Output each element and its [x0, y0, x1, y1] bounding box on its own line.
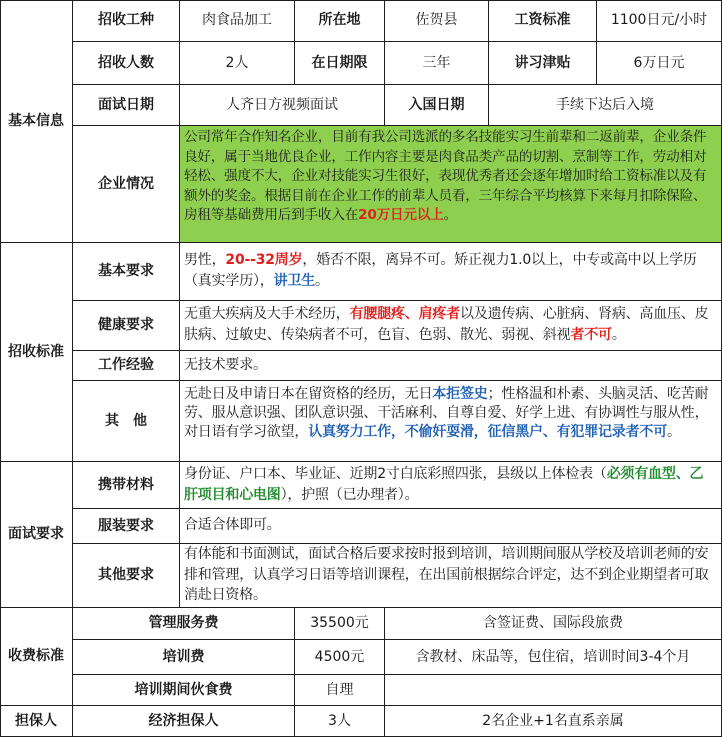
health-req-part: 以及遗传病、心脏病、肾病、高血压、皮肤病、过敏史、传染病者不可，色盲、色弱、散光、弱视、斜视 [184, 306, 709, 343]
work-attitude-highlight: 认真努力工作，不偷奸耍滑，征信黑户、有犯罪记录者不可 [308, 424, 668, 440]
company-income-highlight: 20万日元以上 [358, 207, 444, 223]
interview-date-value: 人齐日方视频面试 [180, 85, 385, 126]
basic-requirements-text [180, 243, 722, 301]
section-guarantor: 担保人 [0, 706, 73, 737]
job-type-label: 招收工种 [73, 0, 180, 42]
recruit-count-value: 2人 [180, 42, 295, 85]
section-basic-info: 基本信息 [0, 0, 73, 243]
other-req-part: ；性格温和朴素、头脑灵活、吃苦耐劳、服从意识强、团队意识强、干活麻利、自尊自爱、好学上进、有协调性与服从性，对日语有学习欲望， [184, 386, 709, 440]
meal-fee-note [385, 675, 722, 706]
job-type-value: 肉食品加工 [180, 0, 295, 42]
materials-label: 携带材料 [73, 462, 180, 509]
health-requirements-label: 健康要求 [73, 301, 180, 351]
management-fee-value: 35500元 [295, 608, 385, 640]
basic-req-part: 男性， [184, 252, 226, 268]
recruit-count-label: 招收人数 [73, 42, 180, 85]
location-value: 佐贺县 [385, 0, 489, 42]
section-interview-requirements: 面试要求 [0, 462, 73, 608]
section-fees: 收费标准 [0, 608, 73, 706]
term-value: 三年 [385, 42, 489, 85]
health-exclusion-highlight: 有腰腿疼、肩疼者 [349, 306, 461, 322]
medical-items-highlight: 必须有血型、乙肝项目和心电图 [184, 466, 704, 503]
interview-other-label: 其他要求 [73, 544, 180, 608]
visa-refusal-highlight: 本拒签史 [432, 386, 488, 402]
age-range: 20--32周岁 [225, 252, 303, 268]
dress-label: 服装要求 [73, 509, 180, 544]
basic-requirements-label: 基本要求 [73, 243, 180, 301]
management-fee-note: 含签证费、国际段旅费 [385, 608, 722, 640]
other-req-end: 。 [667, 424, 681, 440]
management-fee-label: 管理服务费 [73, 608, 295, 640]
company-text: 公司常年合作知名企业，目前有我公司选派的多名技能实习生前辈和二返前辈，企业条件良好，属于当地优良企业，工作内容主要是肉食品类产品的切割、烹制等工作，劳动相对轻松、强度不大，企业对技能实习生很好，表现优秀者还会逐年增加时给工资标准以及有额外的奖金。根据目前在企业工作的前辈人员看，三年综合平均核算下来每月扣除保险、房租等基础费用后到手收入在 [184, 129, 707, 223]
interview-other-value: 有体能和书面测试，面试合格后要求按时报到培训，培训期间服从学校及培训老师的安排和管理，认真学习日语等培训课程，在出国前根据综合评定，达不到企业期望者可取消赴日资格。 [180, 544, 722, 608]
health-not-allowed: 者不可 [570, 327, 612, 343]
basic-req-part: ，婚否不限，离异不可。矫正视力1.0以上，中专或高中以上学历（真实学历）， [184, 252, 697, 289]
allowance-label: 讲习津贴 [489, 42, 597, 85]
entry-date-label: 入国日期 [385, 85, 489, 126]
training-fee-value: 4500元 [295, 640, 385, 675]
materials-text [180, 462, 722, 509]
other-requirements-label: 其 他 [73, 381, 180, 462]
term-label: 在日期限 [295, 42, 385, 85]
basic-req-end: 。 [315, 273, 329, 289]
location-label: 所在地 [295, 0, 385, 42]
work-experience-label: 工作经验 [73, 351, 180, 381]
dress-value: 合适合体即可。 [180, 509, 722, 544]
wage-label: 工资标准 [489, 0, 597, 42]
company-text-end: 。 [443, 207, 458, 223]
work-experience-value: 无技术要求。 [180, 351, 722, 381]
entry-date-value: 手续下达后入境 [489, 85, 722, 126]
meal-fee-value: 自理 [295, 675, 385, 706]
guarantor-count: 3人 [295, 706, 385, 737]
company-description [180, 126, 722, 243]
section-recruit-standard: 招收标准 [0, 243, 73, 462]
materials-part: ），护照（已办理者）。 [280, 487, 419, 503]
training-fee-label: 培训费 [73, 640, 295, 675]
training-fee-note: 含教材、床品等，包住宿，培训时间3-4个月 [385, 640, 722, 675]
health-requirements-text [180, 301, 722, 351]
other-requirements-text [180, 381, 722, 462]
health-req-part: 无重大疾病及大手术经历， [184, 306, 350, 322]
wage-value: 1100日元/小时 [597, 0, 722, 42]
guarantor-note: 2名企业+1名直系亲属 [385, 706, 722, 737]
allowance-value: 6万日元 [597, 42, 722, 85]
health-req-end: 。 [611, 327, 626, 343]
other-req-part: 无赴日及申请日本在留资格的经历，无日 [184, 386, 433, 402]
materials-part: 身份证、户口本、毕业证、近期2寸白底彩照四张，县级以上体检表（ [184, 466, 607, 482]
interview-date-label: 面试日期 [73, 85, 180, 126]
meal-fee-label: 培训期间伙食费 [73, 675, 295, 706]
company-label: 企业情况 [73, 126, 180, 243]
guarantor-label: 经济担保人 [73, 706, 295, 737]
hygiene-requirement: 讲卫生 [273, 273, 316, 289]
